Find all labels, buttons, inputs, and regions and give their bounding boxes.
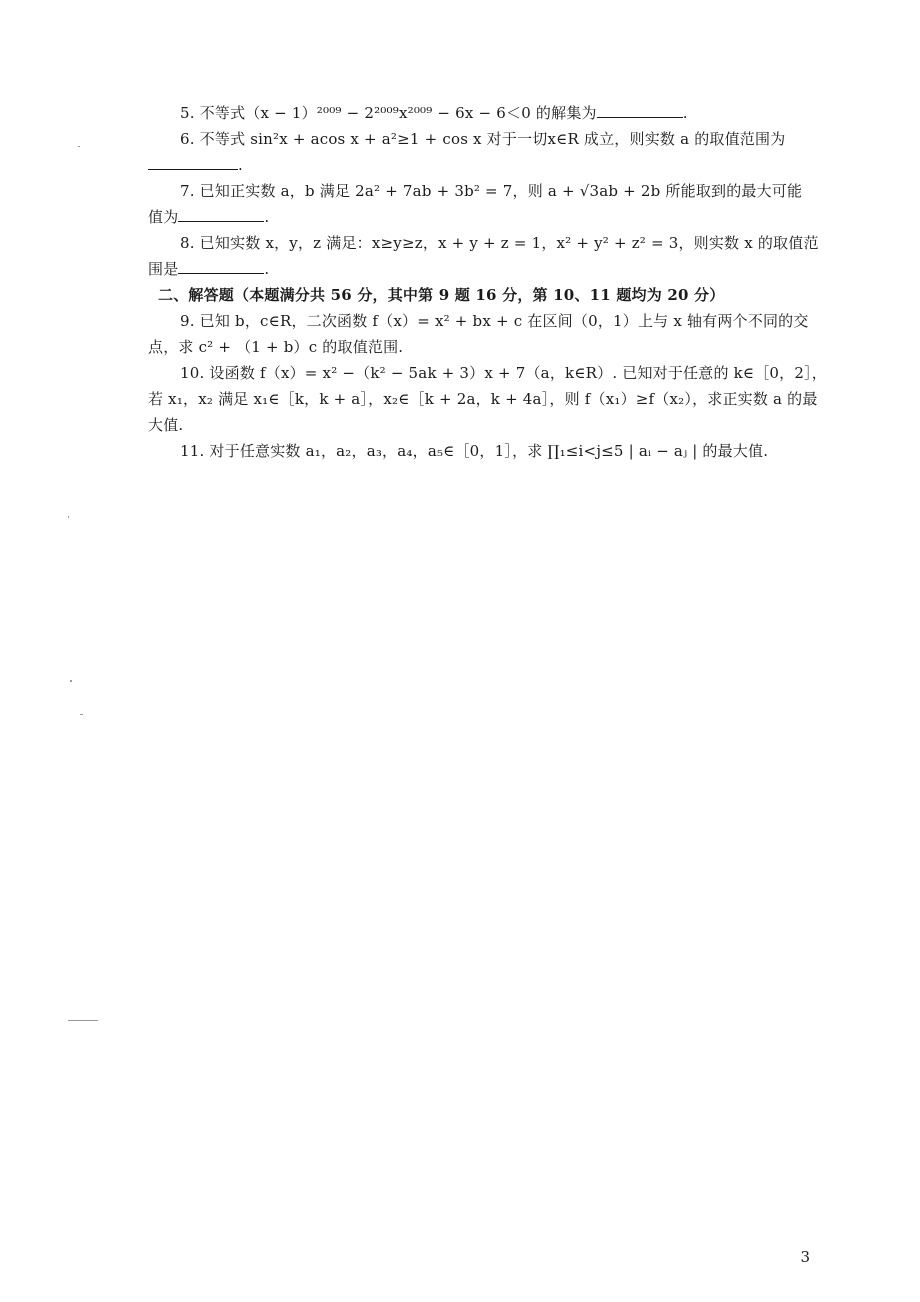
problem-6-text: 6. 不等式 sin²x + acos x + a²≥1 + cos x 对于一切x∈R 成立，则实数 a 的取值范围为 — [180, 130, 786, 148]
problem-10-text-cont: 若 x₁，x₂ 满足 x₁∈［k，k + a］，x₂∈［k + 2a，k + 4a］，则 f（x₁）≥f（x₂），求正实数 a 的最 — [148, 390, 818, 408]
problem-11-text: 11. 对于任意实数 a₁，a₂，a₃，a₄，a₅∈［0，1］，求 ∏₁≤i<j≤5 | aᵢ − aⱼ | 的最大值. — [180, 442, 769, 460]
period: . — [238, 156, 243, 174]
problem-9-line-1 — [148, 308, 812, 334]
answer-blank — [178, 207, 264, 222]
problem-7-text: 7. 已知正实数 a，b 满足 2a² + 7ab + 3b² = 7，则 a + √3ab + 2b 所能取到的最大可能 — [180, 182, 803, 200]
period: . — [264, 260, 270, 278]
problem-10-line-3 — [148, 412, 812, 438]
problem-8-text-cont: 围是 — [148, 260, 179, 278]
problem-7-line-2 — [148, 204, 812, 230]
problem-6-line-2 — [148, 152, 812, 178]
problem-10-line-1 — [148, 360, 828, 386]
page-number: 3 — [800, 1248, 810, 1266]
problem-7-text-cont: 值为 — [148, 208, 179, 226]
scan-speck — [80, 714, 83, 715]
period: . — [264, 208, 270, 226]
problem-10-text: 10. 设函数 f（x）= x² −（k² − 5ak + 3）x + 7（a，k∈R）. 已知对于任意的 k∈［0，2］， — [180, 364, 828, 382]
section-heading — [148, 282, 812, 308]
period: . — [682, 104, 688, 122]
problem-10-text-end: 大值. — [148, 416, 184, 434]
problem-11 — [148, 438, 812, 464]
scan-speck — [68, 516, 69, 518]
problem-5 — [148, 100, 812, 126]
scan-speck — [68, 1020, 98, 1021]
answer-blank — [178, 259, 264, 274]
problem-8-line-2 — [148, 256, 812, 282]
problem-6-line-1 — [148, 126, 812, 152]
problem-8-text: 8. 已知实数 x，y，z 满足：x≥y≥z，x + y + z = 1，x² + y² + z² = 3，则实数 x 的取值范 — [180, 234, 819, 252]
section-heading-text: 二、解答题（本题满分共 56 分，其中第 9 题 16 分，第 10、11 题均为 20 分） — [158, 286, 725, 304]
problem-8-line-1 — [148, 230, 819, 256]
problem-list — [148, 100, 828, 464]
answer-blank — [597, 103, 683, 118]
problem-9-line-2 — [148, 334, 812, 360]
answer-blank — [148, 155, 238, 170]
problem-5-text: 5. 不等式（x − 1）²⁰⁰⁹ − 2²⁰⁰⁹x²⁰⁰⁹ − 6x − 6＜0 的解集为 — [180, 104, 597, 122]
problem-10-line-2 — [148, 386, 818, 412]
problem-9-text-cont: 点，求 c² + （1 + b）c 的取值范围. — [148, 338, 404, 356]
scan-speck — [78, 146, 80, 147]
problem-7-line-1 — [148, 178, 812, 204]
scan-speck — [70, 680, 72, 682]
problem-9-text: 9. 已知 b，c∈R，二次函数 f（x）= x² + bx + c 在区间（0，1）上与 x 轴有两个不同的交 — [180, 312, 809, 330]
